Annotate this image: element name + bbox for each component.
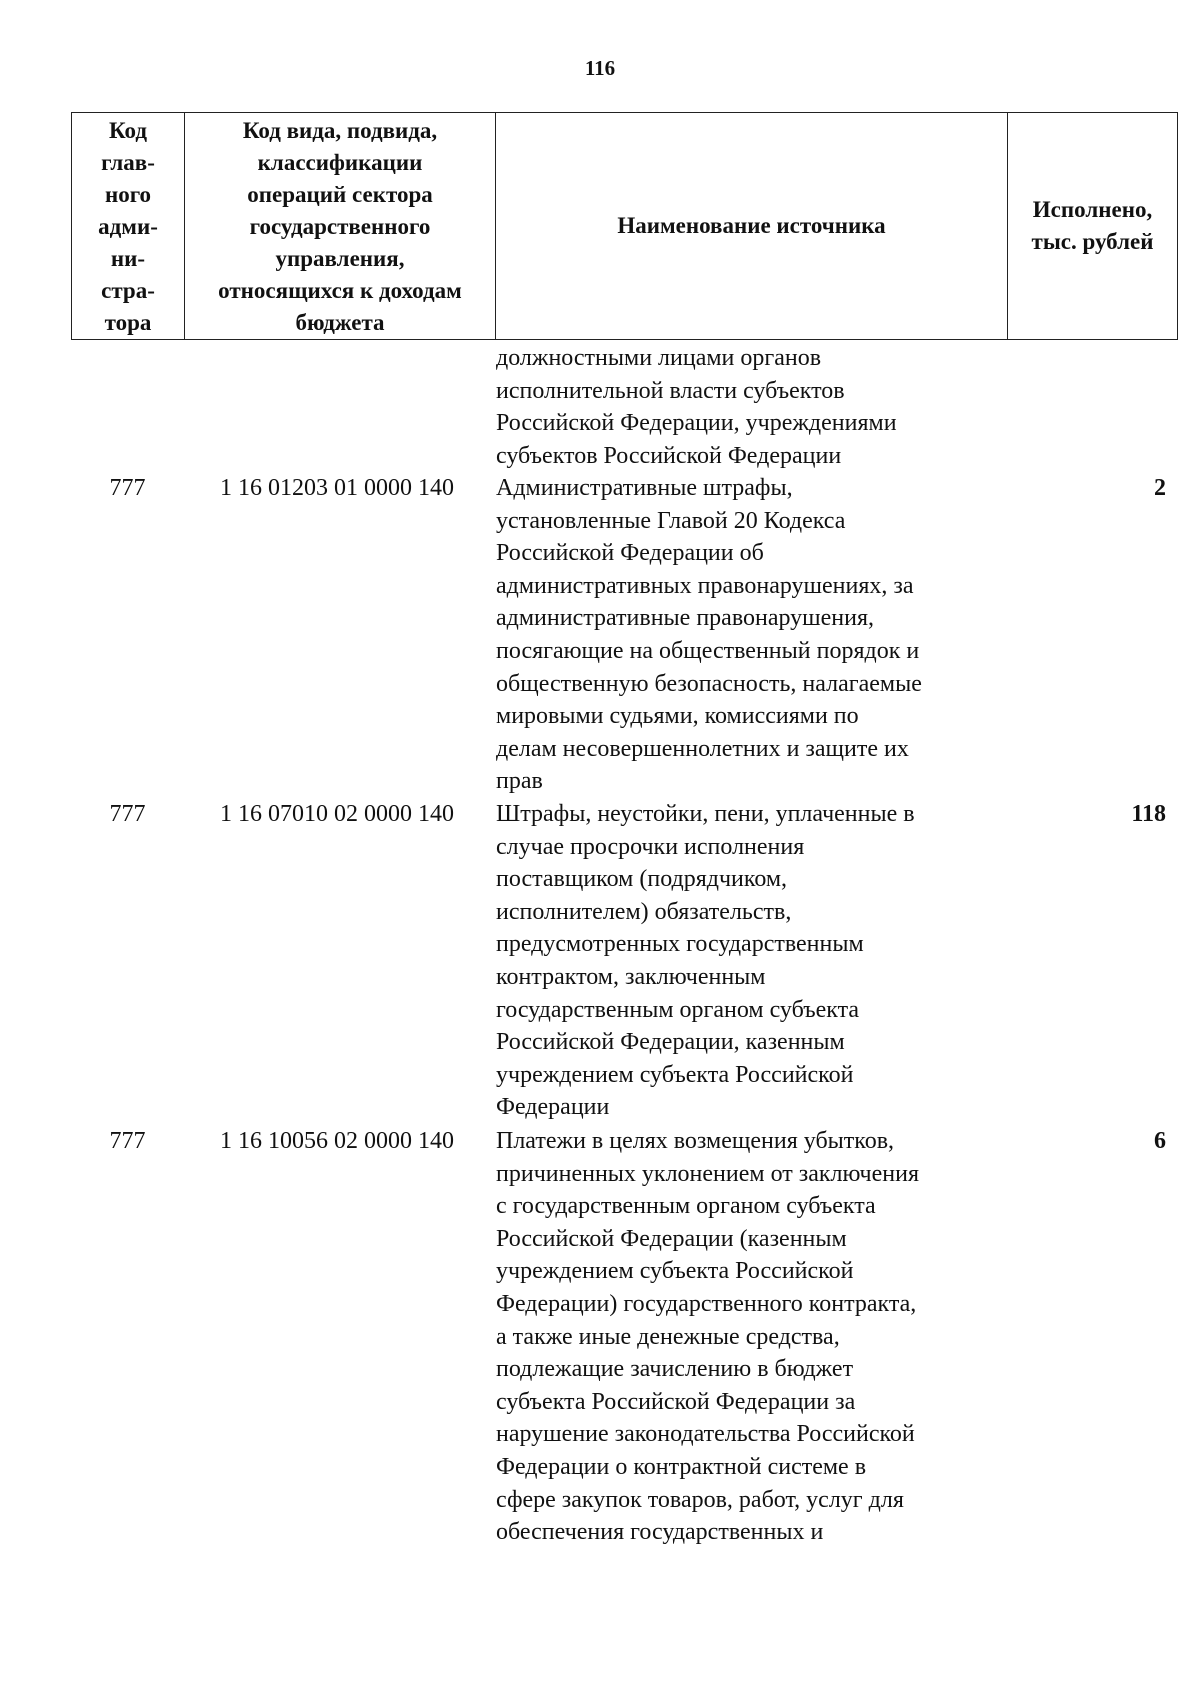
executed-amount-cell: 6: [1154, 1128, 1166, 1154]
name-line: обеспечения государственных и: [496, 1519, 824, 1546]
name-line: исполнителем) обязательств,: [496, 898, 792, 925]
name-line: Федерации) государственного контракта,: [496, 1290, 917, 1317]
executed-amount-cell: 118: [1131, 801, 1166, 827]
name-line: учреждением субъекта Российской: [496, 1061, 854, 1088]
header-admin-code: [72, 113, 185, 340]
page-number: 116: [584, 56, 616, 80]
name-line: Федерации о контрактной системе в: [496, 1453, 867, 1480]
name-line: контрактом, заключенным: [496, 963, 766, 990]
name-line: посягающие на общественный порядок и: [496, 637, 920, 664]
continuation-text: [496, 342, 1006, 472]
classification-code-cell: 1 16 10056 02 0000 140: [220, 1128, 454, 1154]
name-line: административных правонарушениях, за: [496, 572, 914, 599]
name-line: случае просрочки исполнения: [496, 833, 805, 860]
admin-code-cell: 777: [109, 801, 146, 827]
name-line: сфере закупок товаров, работ, услуг для: [496, 1486, 904, 1513]
name-line: Российской Федерации об: [496, 540, 764, 567]
header-classification-code-text: Код вида, подвида, классификации операций сектора государственного управления, относящихся к доходам бюджета: [218, 118, 462, 335]
header-executed: [1008, 113, 1178, 340]
name-line: Федерации: [496, 1094, 610, 1121]
name-line: Платежи в целях возмещения убытков,: [496, 1128, 895, 1154]
name-line: исполнительной власти субъектов: [496, 377, 845, 404]
executed-amount-cell: 2: [1154, 475, 1166, 501]
header-source-name: [496, 113, 1008, 340]
name-line: государственным органом субъекта: [496, 996, 860, 1023]
name-line: административные правонарушения,: [496, 605, 875, 632]
name-line: причиненных уклонением от заключения: [496, 1160, 919, 1187]
name-line: мировыми судьями, комиссиями по: [496, 703, 859, 730]
classification-code-cell: 1 16 01203 01 0000 140: [220, 475, 454, 501]
name-line: с государственным органом субъекта: [496, 1193, 876, 1220]
name-line: Российской Федерации, казенным: [496, 1029, 845, 1056]
name-line: субъекта Российской Федерации за: [496, 1388, 856, 1415]
name-line: учреждением субъекта Российской: [496, 1258, 854, 1285]
name-line: подлежащие зачислению в бюджет: [496, 1356, 854, 1383]
admin-code-cell: 777: [109, 1128, 146, 1154]
header-source-name-text: Наименование источника: [617, 213, 886, 238]
name-line: Российской Федерации (казенным: [496, 1225, 847, 1252]
source-name-cell: [496, 798, 1006, 1124]
header-admin-code-text: Код глав-ного адми-ни-стра-тора: [98, 118, 158, 335]
name-line: нарушение законодательства Российской: [496, 1421, 915, 1448]
name-line: а также иные денежные средства,: [496, 1323, 840, 1350]
name-line: Штрафы, неустойки, пени, уплаченные в: [496, 801, 915, 827]
header-classification-code: [185, 113, 496, 340]
name-line: предусмотренных государственным: [496, 931, 864, 958]
name-line: должностными лицами органов: [496, 345, 822, 371]
name-line: поставщиком (подрядчиком,: [496, 866, 788, 893]
source-name-cell: [496, 1125, 1006, 1549]
source-name-cell: [496, 472, 1006, 798]
name-line: прав: [496, 768, 543, 795]
admin-code-cell: 777: [109, 475, 146, 501]
name-line: общественную безопасность, налагаемые: [496, 670, 922, 697]
name-line: Российской Федерации, учреждениями: [496, 410, 897, 437]
name-line: Административные штрафы,: [496, 475, 793, 501]
name-line: субъектов Российской Федерации: [496, 442, 842, 469]
classification-code-cell: 1 16 07010 02 0000 140: [220, 801, 454, 827]
table-header: [71, 112, 1178, 340]
name-line: делам несовершеннолетних и защите их: [496, 735, 909, 762]
header-executed-text: Исполнено, тыс. рублей: [1031, 197, 1154, 254]
name-line: установленные Главой 20 Кодекса: [496, 507, 846, 534]
